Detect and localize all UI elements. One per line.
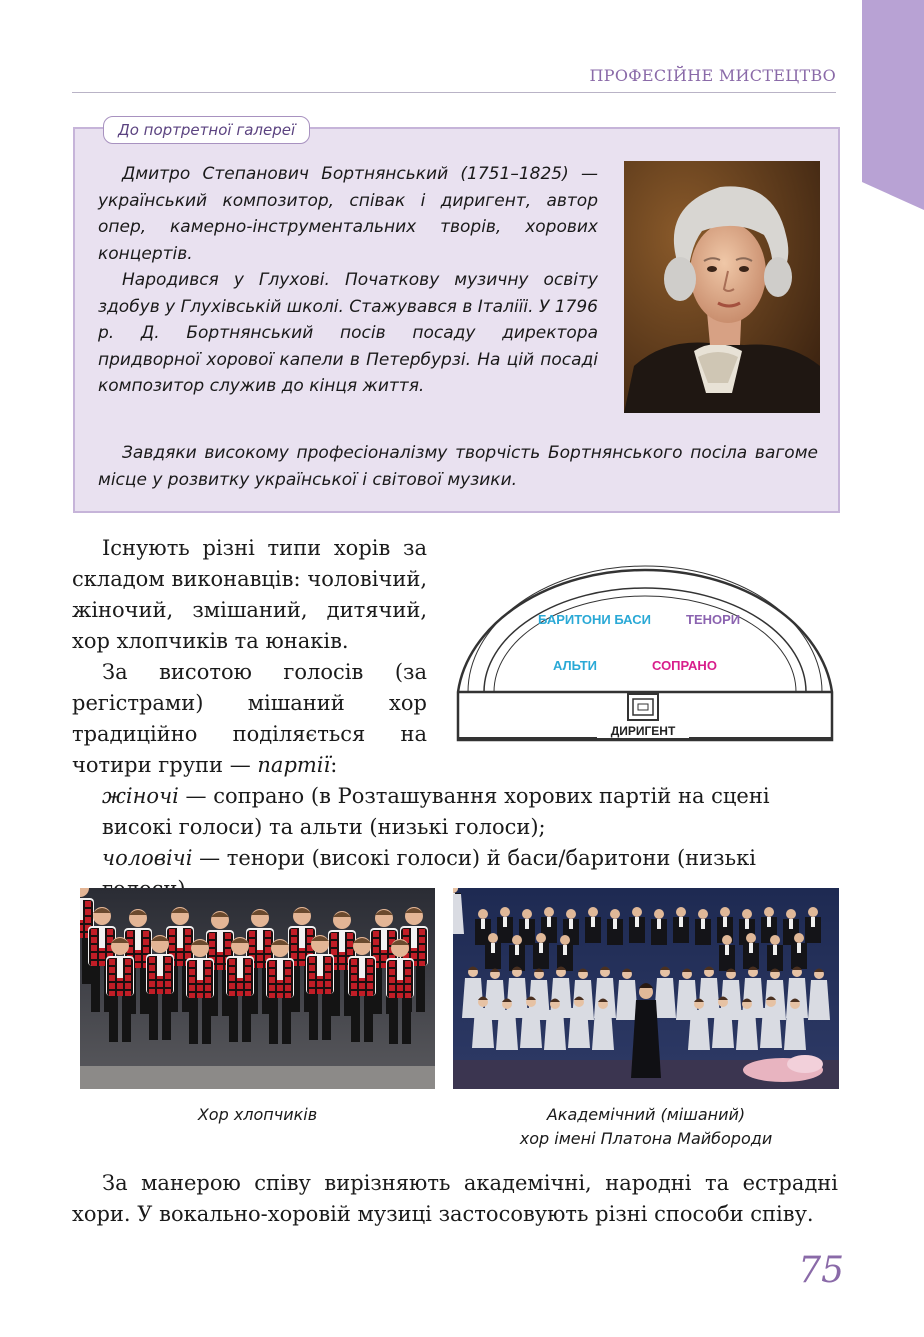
voice-groups-text: За висотою голосів (за регістрами) мішаний хор традиційно поділяється на чотири групи — <box>72 660 427 777</box>
label-sopranos: СОПРАНО <box>652 658 717 673</box>
singing-manner-text <box>72 1168 838 1230</box>
label-altos: АЛЬТИ <box>553 658 597 673</box>
page-number: 75 <box>798 1250 844 1291</box>
portrait-bio-conclusion <box>98 440 818 493</box>
male-term: чоловічі <box>102 846 193 870</box>
bio-paragraph-2: Народився у Глухові. Початкову музичну освіту здобув у Глухівській школі. Стажувався в Італіїі. У 1796 р. Д. Бортнянський посів посаду директора придворної хорової капели в Петербурзі. На цій посаді композитор служив до кінця життя. <box>98 270 598 396</box>
label-conductor: ДИРИГЕНТ <box>610 724 676 738</box>
label-baritones-basses: БАРИТОНИ БАСИ <box>538 612 651 627</box>
academic-choir-caption <box>453 1103 839 1151</box>
section-title: ПРОФЕСІЙНЕ МИСТЕЦТВО <box>589 66 836 85</box>
label-tenors: ТЕНОРИ <box>686 612 741 627</box>
corner-tab <box>862 0 924 210</box>
male-voices-text: — тенори (високі голоси) й баси/баритони (низькі <box>199 846 756 870</box>
choir-types-text <box>72 533 427 781</box>
voice-parts-text <box>72 781 838 905</box>
academic-choir-photo <box>453 888 839 1089</box>
academic-choir-caption-line-1: Академічний (мішаний) <box>546 1105 746 1124</box>
academic-choir-caption-line-2: хор імені Платона Майбороди <box>519 1129 773 1148</box>
portrait-gallery-tag: До портретної галереї <box>103 116 310 144</box>
female-term: жіночі <box>102 784 179 808</box>
singing-manner-paragraph: За манерою співу вирізняють академічні, народні та естрадні хори. У вокально-хоровій музиці застосовують різні способи співу. <box>72 1171 838 1226</box>
voice-groups-paragraph <box>72 657 427 781</box>
parts-term: партії <box>257 753 331 777</box>
voice-groups-colon: : <box>330 753 338 777</box>
bio-paragraph-3: Завдяки високому професіоналізму творчість Бортнянського посіла вагоме місце у розвитку української і світової музики. <box>98 443 818 490</box>
boys-choir-photo <box>80 888 435 1089</box>
bio-paragraph-1: Дмитро Степанович Бортнянський (1751–1825) — український композитор, співак і диригент, автор опер, камерно-інструментальних творів, хорових концертів. <box>98 164 598 264</box>
running-header <box>72 62 836 93</box>
female-voices-text: — сопрано (в Розташування хорових партій на сцені високі голоси) та альти (низькі голоси); <box>102 784 770 839</box>
portrait-bio-text <box>98 161 598 400</box>
boys-choir-caption: Хор хлопчиків <box>197 1105 318 1124</box>
choir-types-paragraph: Існують різні типи хорів за складом виконавців: чоловічий, жіночий, змішаний, дитячий, хор хлопчиків та юнаків. <box>72 536 427 653</box>
choir-seating-diagram <box>452 550 838 745</box>
bortniansky-portrait <box>624 161 820 413</box>
female-voices-line <box>72 781 838 843</box>
